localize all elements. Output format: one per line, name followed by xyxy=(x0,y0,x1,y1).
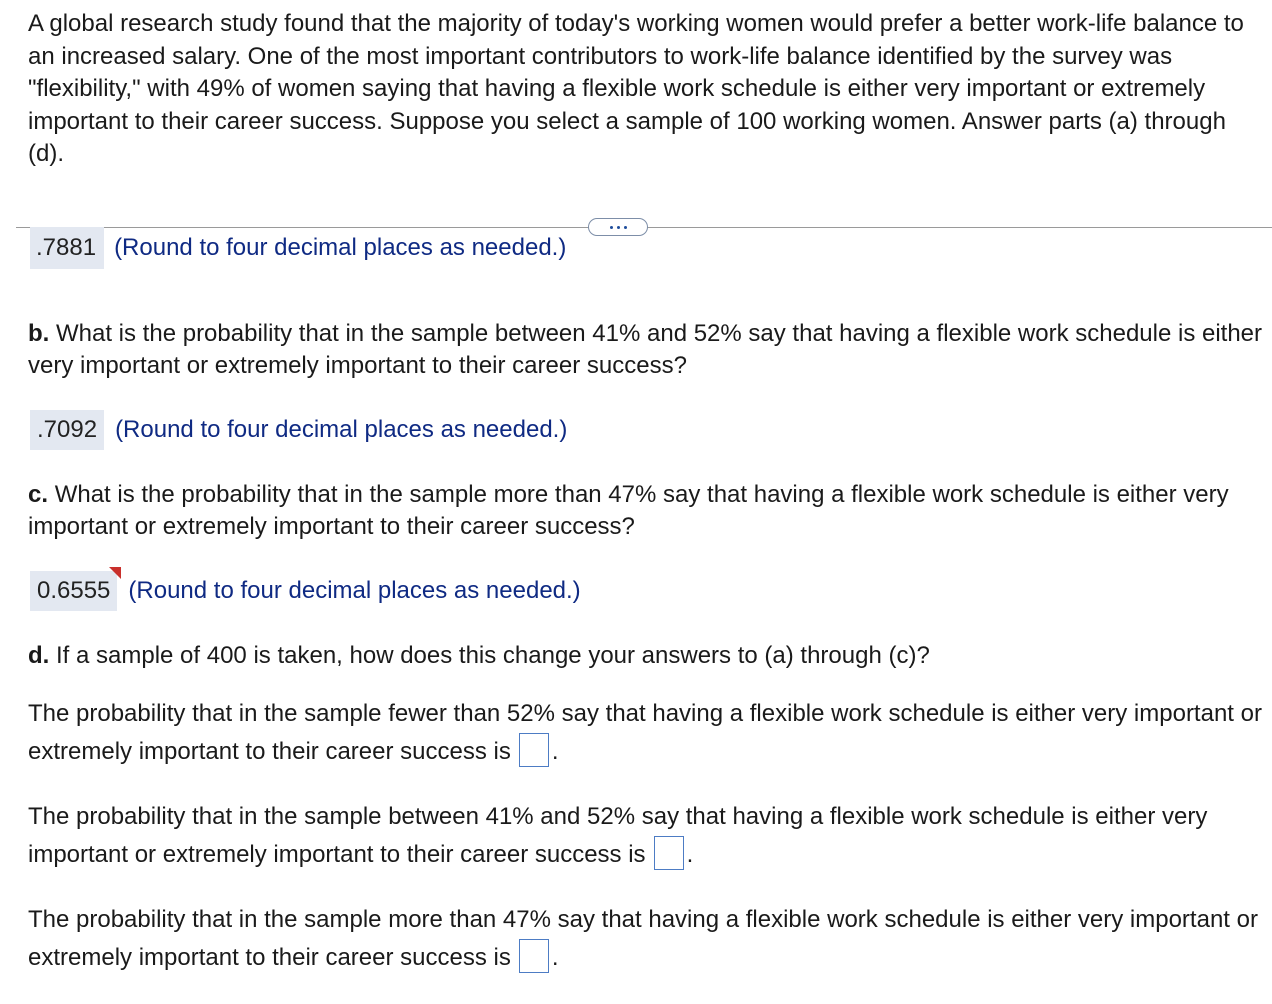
part-c-question-text: What is the probability that in the sample more than 47% say that having a flexible work schedule is either very important or extremely important to their career success? xyxy=(28,481,1229,540)
part-d-statement-2 xyxy=(28,798,1264,874)
period: . xyxy=(686,841,694,868)
period: . xyxy=(551,738,559,765)
part-d-answer-input-3[interactable] xyxy=(519,939,549,973)
part-d-question xyxy=(28,640,1264,672)
part-c-answer-row xyxy=(30,571,581,611)
part-c-question xyxy=(28,479,1264,543)
part-d-statement-1-text: The probability that in the sample fewer than 52% say that having a flexible work schedule is either very important or extremely important to their career success is xyxy=(28,700,1262,765)
expand-more-button[interactable] xyxy=(588,218,648,236)
part-d-answer-input-2[interactable] xyxy=(654,836,684,870)
period: . xyxy=(551,944,559,971)
part-b-rounding-hint: (Round to four decimal places as needed.) xyxy=(115,416,568,443)
part-c-rounding-hint: (Round to four decimal places as needed.) xyxy=(128,577,581,604)
part-d-question-text: If a sample of 400 is taken, how does this change your answers to (a) through (c)? xyxy=(56,642,930,669)
part-a-answer-row xyxy=(30,234,730,290)
part-c-answer-value: 0.6555 xyxy=(37,577,111,604)
part-b-label: b. xyxy=(28,320,50,347)
part-d-label: d. xyxy=(28,642,50,669)
part-d-answer-input-1[interactable] xyxy=(519,733,549,767)
part-d-statement-1 xyxy=(28,695,1264,771)
part-b-answer-row xyxy=(30,410,567,450)
part-a-answer: .7881 xyxy=(30,227,104,269)
part-c-answer[interactable] xyxy=(30,571,117,611)
part-d-statement-3-text: The probability that in the sample more than 47% say that having a flexible work schedule is either very important or extremely important to their career success is xyxy=(28,906,1258,971)
incorrect-flag-icon xyxy=(109,567,121,579)
part-d-statement-3 xyxy=(28,901,1264,977)
part-b-question xyxy=(28,318,1264,382)
part-d-statement-2-text: The probability that in the sample between 41% and 52% say that having a flexible work schedule is either very important or extremely important to their career success is xyxy=(28,803,1208,868)
more-dots-icon xyxy=(610,226,627,229)
part-b-answer[interactable]: .7092 xyxy=(30,410,104,450)
problem-statement: A global research study found that the majority of today's working women would prefer a better work-life balance to an increased salary. One of the most important contributors to work-life balance identified by the survey was "flexibility," with 49% of women saying that having a flexible work schedule is either very important or extremely important to their career success. Suppose you select a sample of 100 working women. Answer parts (a) through (d). xyxy=(28,10,1244,167)
part-a-rounding-hint: (Round to four decimal places as needed.) xyxy=(114,234,567,261)
part-c-label: c. xyxy=(28,481,49,508)
part-b-question-text: What is the probability that in the sample between 41% and 52% say that having a flexible work schedule is either very important or extremely important to their career success? xyxy=(28,320,1263,379)
